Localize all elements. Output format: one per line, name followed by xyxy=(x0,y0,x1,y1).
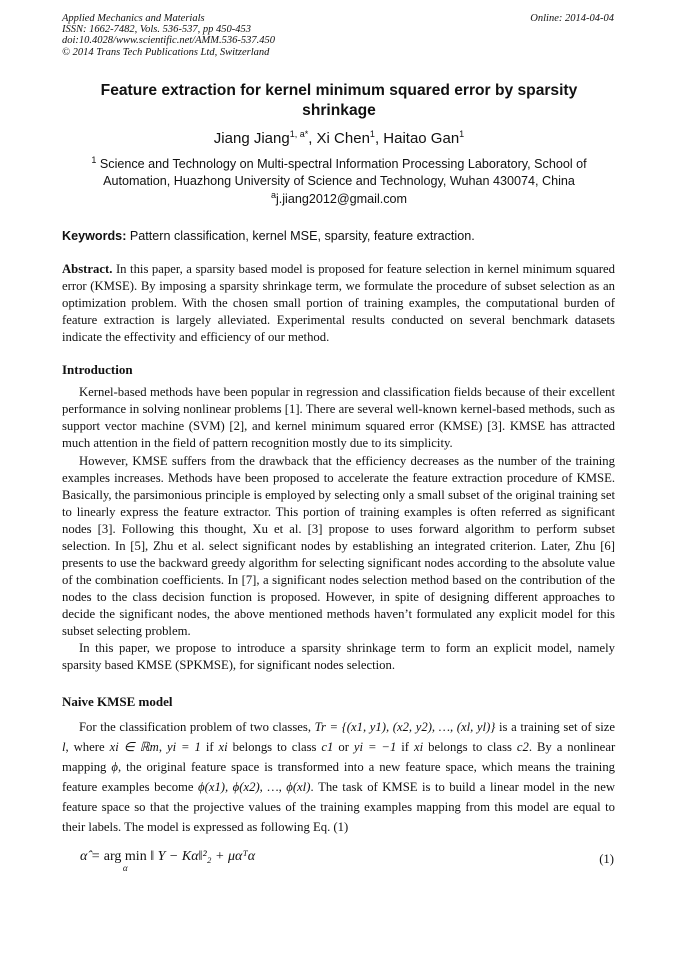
text-run: belongs to class xyxy=(232,740,317,754)
math-mapped-examples: ϕ(x1), ϕ(x2), …, ϕ(xl) xyxy=(198,780,311,794)
math-c1: c1 xyxy=(321,740,334,754)
intro-paragraph: Kernel-based methods have been popular in regression and classification fields because of their excellent performance in solving nonlinear problems [1]. There are several well-known kernel-based methods, such as support vector machine (SVM) [2], and kernel minimum squared error (KMSE) [3]. KMSE has attracted much attention in the field of pattern recognition mostly due to its simplicity. xyxy=(62,385,615,450)
author-name: Haitao Gan xyxy=(383,130,460,147)
online-date: Online: 2014-04-04 xyxy=(530,13,614,24)
paper-title: Feature extraction for kernel minimum squared error by sparsity shrinkage xyxy=(100,82,578,119)
text-run: is a training set of size xyxy=(499,720,615,734)
argmin-subscript: α xyxy=(122,863,128,873)
section-heading-naive-kmse: Naive KMSE model xyxy=(62,694,173,709)
math-xi: xi xyxy=(218,740,228,754)
equation-rhs: ‖ Y − Kα‖²₂ + μαᵀα xyxy=(150,849,256,864)
copyright-line: © 2014 Trans Tech Publications Ltd, Switzerland xyxy=(62,46,270,58)
affiliation-text: Science and Technology on Multi-spectral Information Processing Laboratory, School of Automation, Huazhong University of Science and Technology, Wuhan 430074, China xyxy=(99,157,587,188)
abstract-text: In this paper, a sparsity based model is proposed for feature selection in kernel minimum squared error (KMSE). By imposing a sparsity shrinkage term, we formulate the procedure of subset selection as an optimization problem. With the chosen small portion of training examples, the computational burden of feature extraction is largely alleviated. Experimental results conducted on several benchmark datasets indicate the effectivity and efficiency of our method. xyxy=(62,262,615,344)
text-run: , where xyxy=(65,740,105,754)
author-list: Jiang Jiang$^{1, a*}$, Xi Chen$^1$, Haitao Gan$^1$ xyxy=(213,129,465,147)
keywords xyxy=(62,229,616,243)
math-yi-equals-1: yi = 1 xyxy=(166,740,201,754)
doi-line: doi:10.4028/www.scientific.net/AMM.536-537.450 xyxy=(62,35,275,47)
text-run: . The task of KMSE is to build a linear model in the new feature space so that the projective values of the training examples mapping from this model are equal to their labels. The model is expressed as following Eq. (1) xyxy=(62,780,615,834)
author-affil-mark: 1, a* xyxy=(289,129,309,139)
math-yi-equals-minus-1: yi = −1 xyxy=(353,740,397,754)
text-run: For the classification problem of two classes, xyxy=(79,720,312,734)
text-run: or xyxy=(338,740,349,754)
affiliation-mark: 1 xyxy=(91,154,97,165)
journal-name: Applied Mechanics and Materials xyxy=(62,13,205,24)
author-name: Jiang Jiang xyxy=(213,130,290,147)
math-c2: c2 xyxy=(516,740,529,754)
text-run: belongs to class xyxy=(428,740,512,754)
author-affil-mark: 1 xyxy=(459,129,465,139)
intro-paragraph: However, KMSE suffers from the drawback that the efficiency decreases as the number of the training examples increases. Methods have been proposed to accelerate the feature extraction procedure of KMSE. Basically, the parsimonious principle is employed by selecting only a small subset of the original training set to linearly express the feature extractor. This portion of training examples is often referred as significant nodes [3]. Following this thought, Xu et al. [3] propose to uses forward algorithm to perform subset selection. In [5], Zhu et al. select significant nodes by establishing an integrated criterion. Later, Zhu [6] presents to use the backward greedy algorithm for selecting significant nodes according to the absolute value of the combination coefficients. In [7], a significant nodes selection method based on the contribution of the nodes to the class decision function is proposed. However, in spite of designing different approaches to decide the significant nodes, the above mentioned methods haven’t formulated any explicit model for this subset selecting problem. xyxy=(62,454,615,638)
author-email xyxy=(0,189,678,206)
affiliation xyxy=(62,156,616,190)
author-name: Xi Chen xyxy=(316,130,370,147)
email-address: j.jiang2012@gmail.com xyxy=(275,192,408,206)
email-mark: a xyxy=(270,189,276,200)
journal-header xyxy=(62,13,275,58)
keywords-label: Keywords: xyxy=(62,229,127,243)
abstract xyxy=(62,261,615,346)
argmin-operator: arg min xyxy=(103,849,147,864)
text-run: . By a nonlinear mapping xyxy=(62,740,616,774)
equation-lhs: α̂ = xyxy=(80,849,101,864)
keywords-text: Pattern classification, kernel MSE, sparsity, feature extraction. xyxy=(129,229,475,243)
text-run: if xyxy=(205,740,214,754)
math-phi: ϕ xyxy=(111,760,118,774)
naive-kmse-paragraph xyxy=(62,717,615,837)
text-run: , xyxy=(158,740,163,754)
equation-argmin xyxy=(104,849,147,873)
math-size-l: l xyxy=(62,740,66,754)
issn-line: ISSN: 1662-7482, Vols. 536-537, pp 450-453 xyxy=(62,24,251,36)
abstract-label: Abstract. xyxy=(62,262,113,276)
author-affil-mark: 1 xyxy=(369,129,375,139)
math-training-set: Tr = {(x1, y1), (x2, y2), …, (xl, yl)} xyxy=(314,720,496,734)
intro-paragraph: In this paper, we propose to introduce a sparsity shrinkage term to form an explicit model, namely sparsity based KMSE (SPKMSE), for significant nodes selection. xyxy=(62,641,615,672)
math-xi-in-rm: xi ∈ ℝm xyxy=(109,740,159,754)
section-heading-introduction: Introduction xyxy=(62,362,133,377)
math-xj: xi xyxy=(413,740,424,754)
equation-1 xyxy=(80,849,255,873)
text-run: if xyxy=(401,740,410,754)
equation-number: (1) xyxy=(599,852,614,866)
text-run: , the original feature space is transformed into a new feature space, which means the training feature examples become xyxy=(62,760,616,794)
